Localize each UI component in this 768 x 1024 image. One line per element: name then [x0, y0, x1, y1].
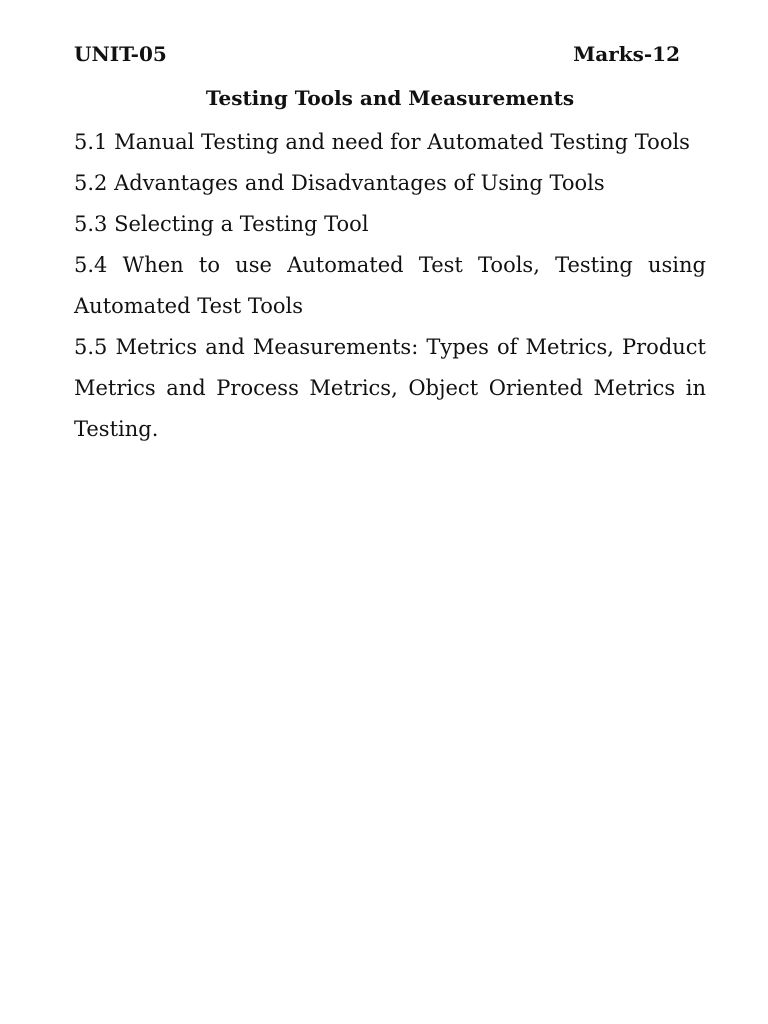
syllabus-item-5-2: 5.2 Advantages and Disadvantages of Using Tools	[74, 171, 605, 195]
syllabus-item-5-4: 5.4 When to use Automated Test Tools, Testing using Automated Test Tools	[74, 253, 706, 318]
unit-label: UNIT-05	[74, 42, 167, 66]
document-title: Testing Tools and Measurements	[205, 86, 575, 110]
marks-label: Marks-12	[573, 42, 680, 66]
syllabus-item-5-5: 5.5 Metrics and Measurements: Types of Metrics, Product Metrics and Process Metrics, Object Oriented Metrics in Testing.	[74, 335, 706, 441]
syllabus-list	[74, 122, 706, 450]
document-page	[74, 38, 706, 450]
syllabus-item-5-3: 5.3 Selecting a Testing Tool	[74, 212, 369, 236]
header-row	[74, 38, 706, 70]
syllabus-item-5-1: 5.1 Manual Testing and need for Automated Testing Tools	[74, 130, 690, 154]
